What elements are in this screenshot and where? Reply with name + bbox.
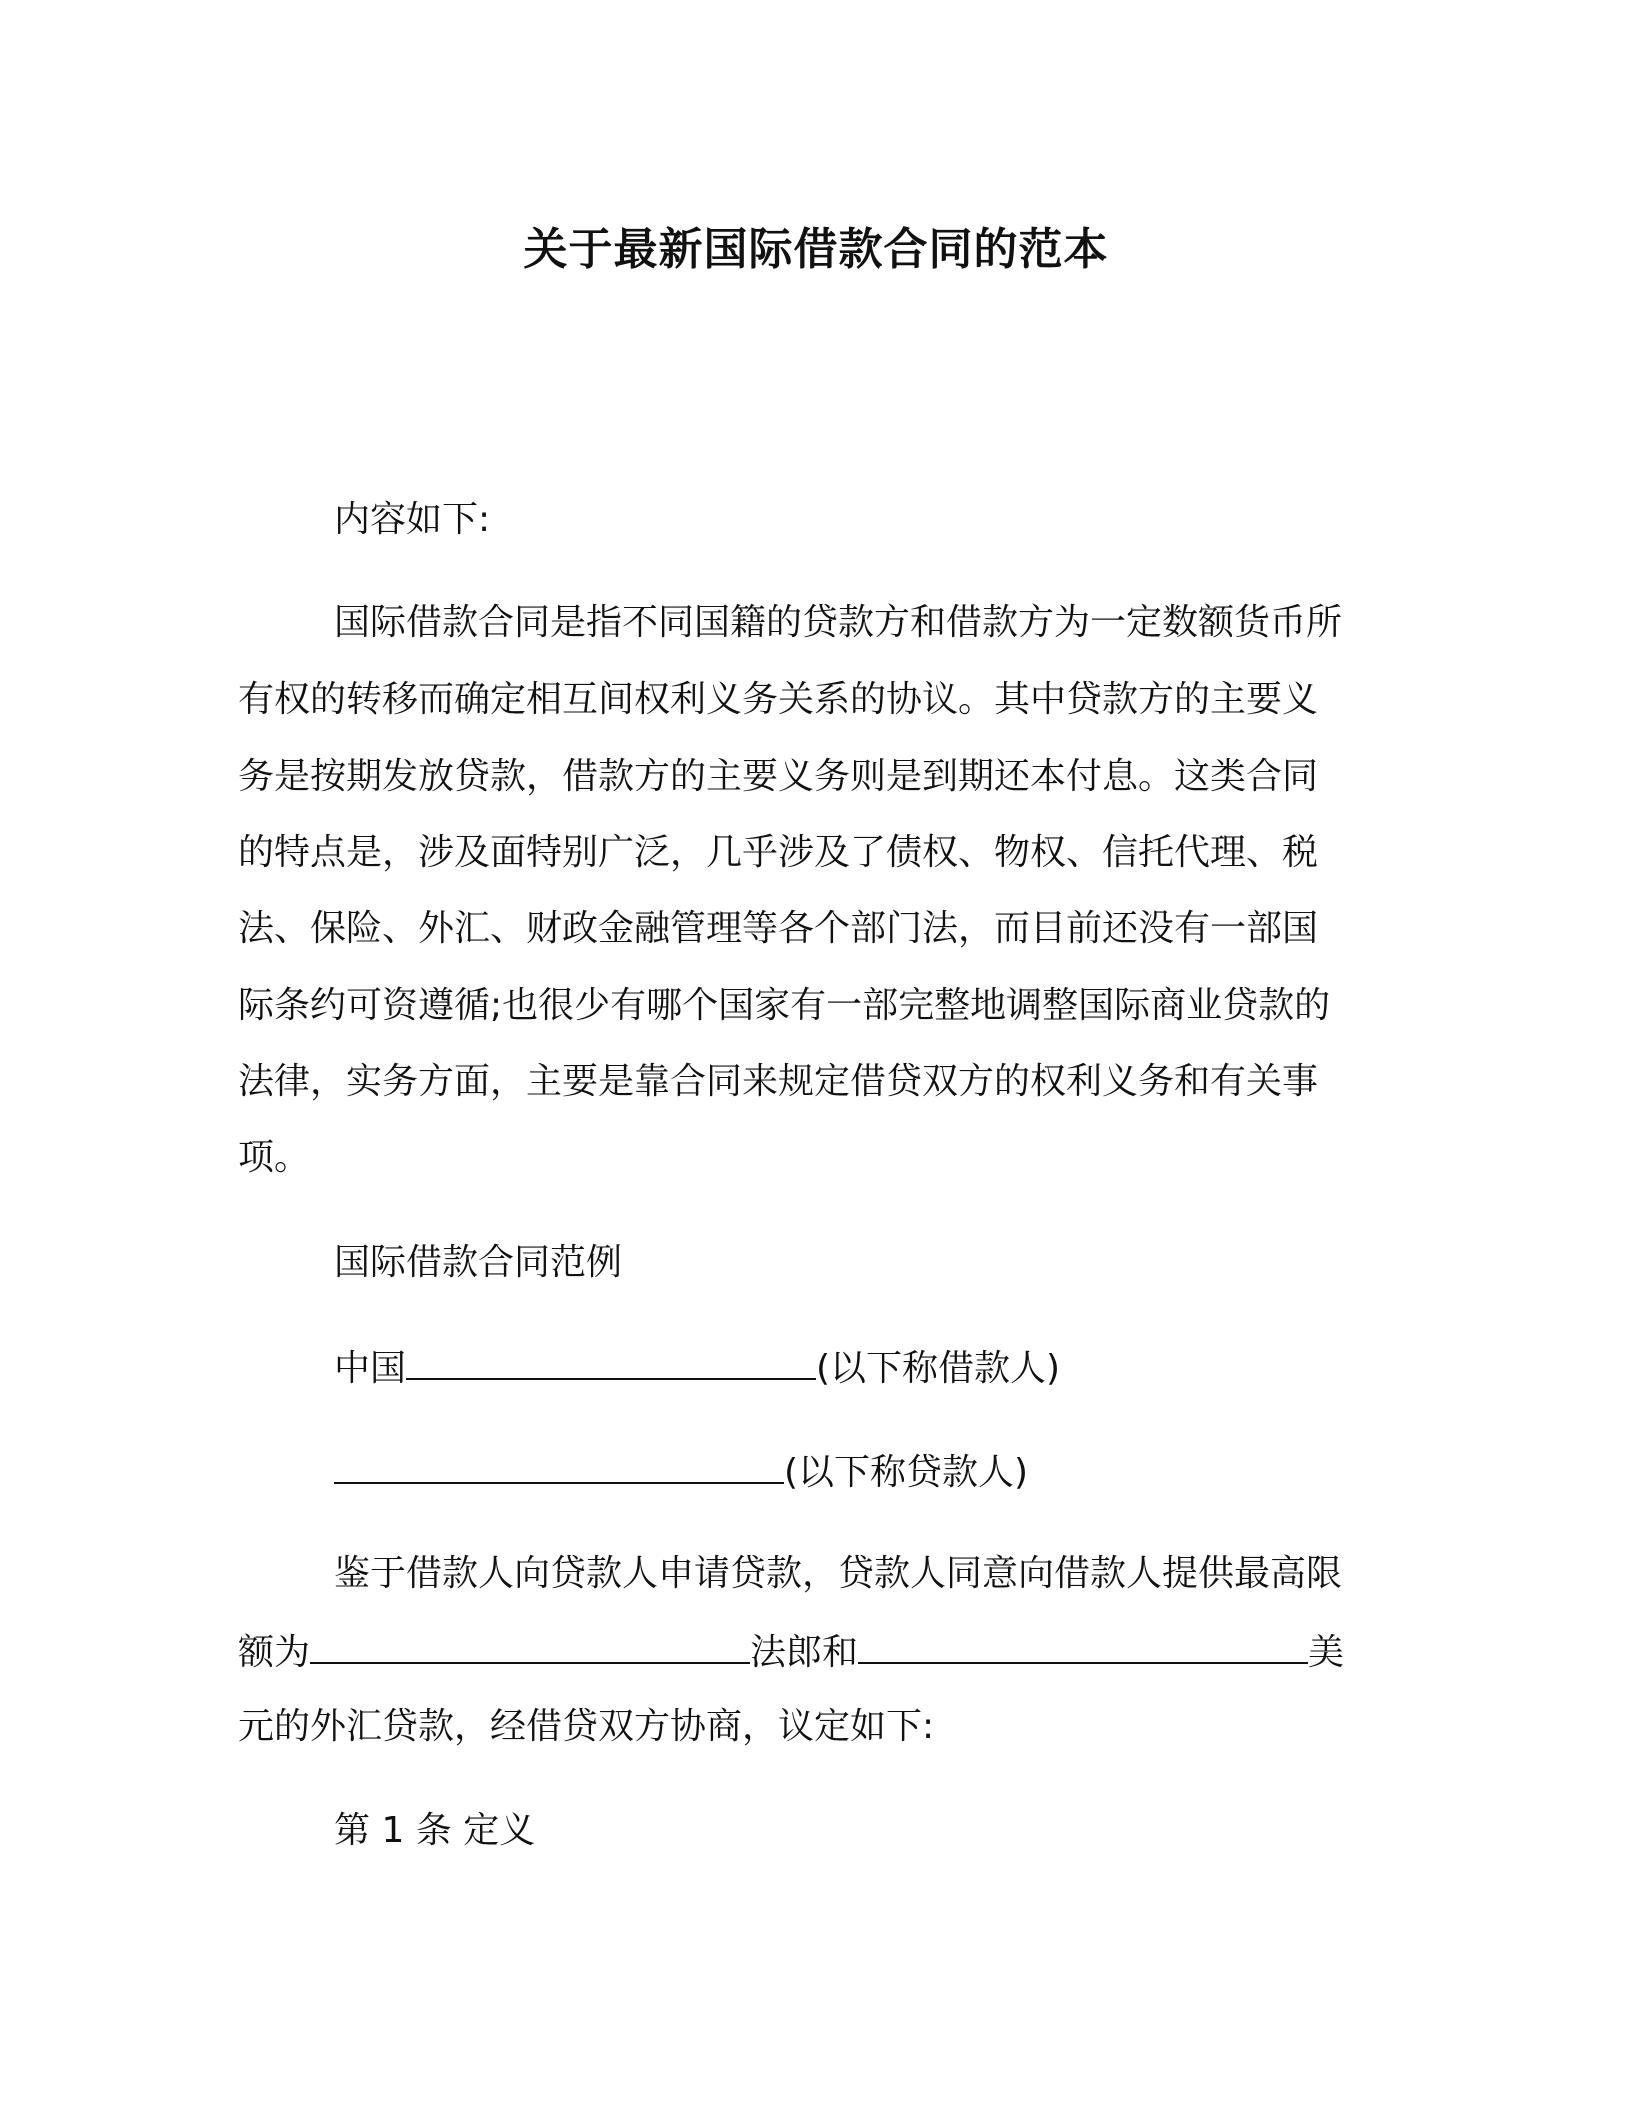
- borrower-name-blank[interactable]: [406, 1342, 816, 1380]
- paragraph-line: 项。: [238, 1137, 311, 1178]
- paragraph-line: 法、保险、外汇、财政金融管理等各个部门法，而目前还没有一部国: [238, 908, 1319, 949]
- dollar-unit-start: 美: [1308, 1632, 1345, 1673]
- dollar-amount-blank[interactable]: [858, 1626, 1308, 1664]
- whereas-line-1: 鉴于借款人向贷款人申请贷款，贷款人同意向借款人提供最高限: [334, 1553, 1343, 1594]
- example-heading: 国际借款合同范例: [334, 1242, 623, 1283]
- paragraph-line: 际条约可资遵循;也很少有哪个国家有一部完整地调整国际商业贷款的: [238, 985, 1331, 1026]
- paragraph-line: 法律，实务方面，主要是靠合同来规定借贷双方的权利义务和有关事: [238, 1061, 1319, 1102]
- franc-connector: 法郎和: [750, 1632, 859, 1673]
- whereas-line-3: 元的外汇贷款，经借贷双方协商，议定如下:: [238, 1706, 935, 1747]
- paragraph-line: 务是按期发放贷款，借款方的主要义务则是到期还本付息。这类合同: [238, 756, 1319, 797]
- paragraph-line: 国际借款合同是指不同国籍的贷款方和借款方为一定数额货币所: [334, 602, 1343, 643]
- borrower-line: [334, 1342, 1060, 1393]
- borrower-prefix: 中国: [334, 1348, 407, 1389]
- borrower-suffix: (以下称借款人): [816, 1348, 1061, 1389]
- article-1-heading: 第 1 条 定义: [334, 1810, 536, 1851]
- amount-prefix: 额为: [238, 1632, 311, 1673]
- whereas-line-2: [238, 1626, 1378, 1677]
- franc-amount-blank[interactable]: [310, 1626, 750, 1664]
- document-title: 关于最新国际借款合同的范本: [523, 224, 1109, 275]
- lender-name-blank[interactable]: [334, 1446, 784, 1484]
- paragraph-line: 的特点是，涉及面特别广泛，几乎涉及了债权、物权、信托代理、税: [238, 832, 1319, 873]
- lender-suffix: (以下称贷款人): [784, 1452, 1029, 1493]
- paragraph-line: 有权的转移而确定相互间权利义务关系的协议。其中贷款方的主要义: [238, 679, 1319, 720]
- lender-line: [334, 1446, 1028, 1497]
- intro-label: 内容如下:: [334, 499, 491, 540]
